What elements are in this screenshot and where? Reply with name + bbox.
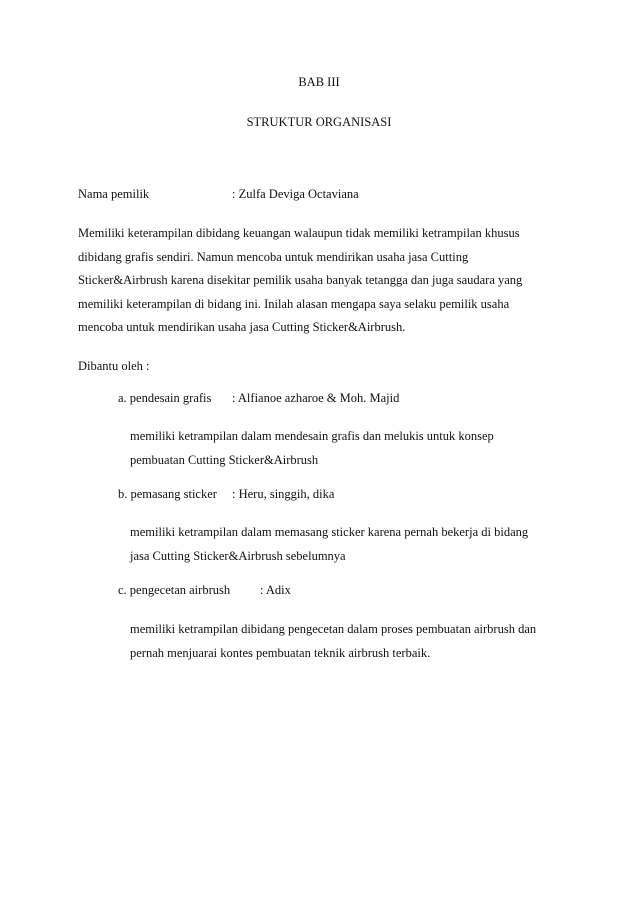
paragraph-line: Sticker&Airbrush karena disekitar pemilik usaha banyak tetangga dan juga saudara yang: [78, 273, 523, 287]
owner-value: : Zulfa Deviga Octaviana: [232, 187, 359, 201]
page-title: STRUKTUR ORGANISASI: [246, 115, 392, 129]
helper-description-line: memiliki ketrampilan dibidang pengecetan dalam proses pembuatan airbrush dan: [130, 622, 537, 636]
chapter-heading: BAB III: [298, 75, 340, 89]
helper-role: b. pemasang sticker: [118, 487, 217, 501]
helper-description-line: memiliki ketrampilan dalam mendesain grafis dan melukis untuk konsep: [130, 429, 494, 443]
helper-description-line: jasa Cutting Sticker&Airbrush sebelumnya: [130, 549, 346, 563]
helper-names: : Alfianoe azharoe & Moh. Majid: [232, 391, 400, 405]
helper-names: : Adix: [260, 583, 291, 597]
helper-names: : Heru, singgih, dika: [232, 487, 335, 501]
helper-role: a. pendesain grafis: [118, 391, 212, 405]
helper-role: c. pengecetan airbrush: [118, 583, 231, 597]
helper-description-line: memiliki ketrampilan dalam memasang sticker karena pernah bekerja di bidang: [130, 525, 529, 539]
helper-description-line: pembuatan Cutting Sticker&Airbrush: [130, 453, 319, 467]
paragraph-line: memiliki keterampilan di bidang ini. Inilah alasan mengapa saya selaku pemilik usaha: [78, 297, 510, 311]
paragraph-line: dibidang grafis sendiri. Namun mencoba untuk mendirikan usaha jasa Cutting: [78, 250, 469, 264]
paragraph-line: Memiliki keterampilan dibidang keuangan walaupun tidak memiliki ketrampilan khusus: [78, 226, 520, 240]
paragraph-line: mencoba untuk mendirikan usaha jasa Cutting Sticker&Airbrush.: [78, 320, 406, 334]
owner-label: Nama pemilik: [78, 187, 150, 201]
helpers-heading: Dibantu oleh :: [78, 359, 150, 373]
helper-description-line: pernah menjuarai kontes pembuatan teknik airbrush terbaik.: [130, 646, 431, 660]
